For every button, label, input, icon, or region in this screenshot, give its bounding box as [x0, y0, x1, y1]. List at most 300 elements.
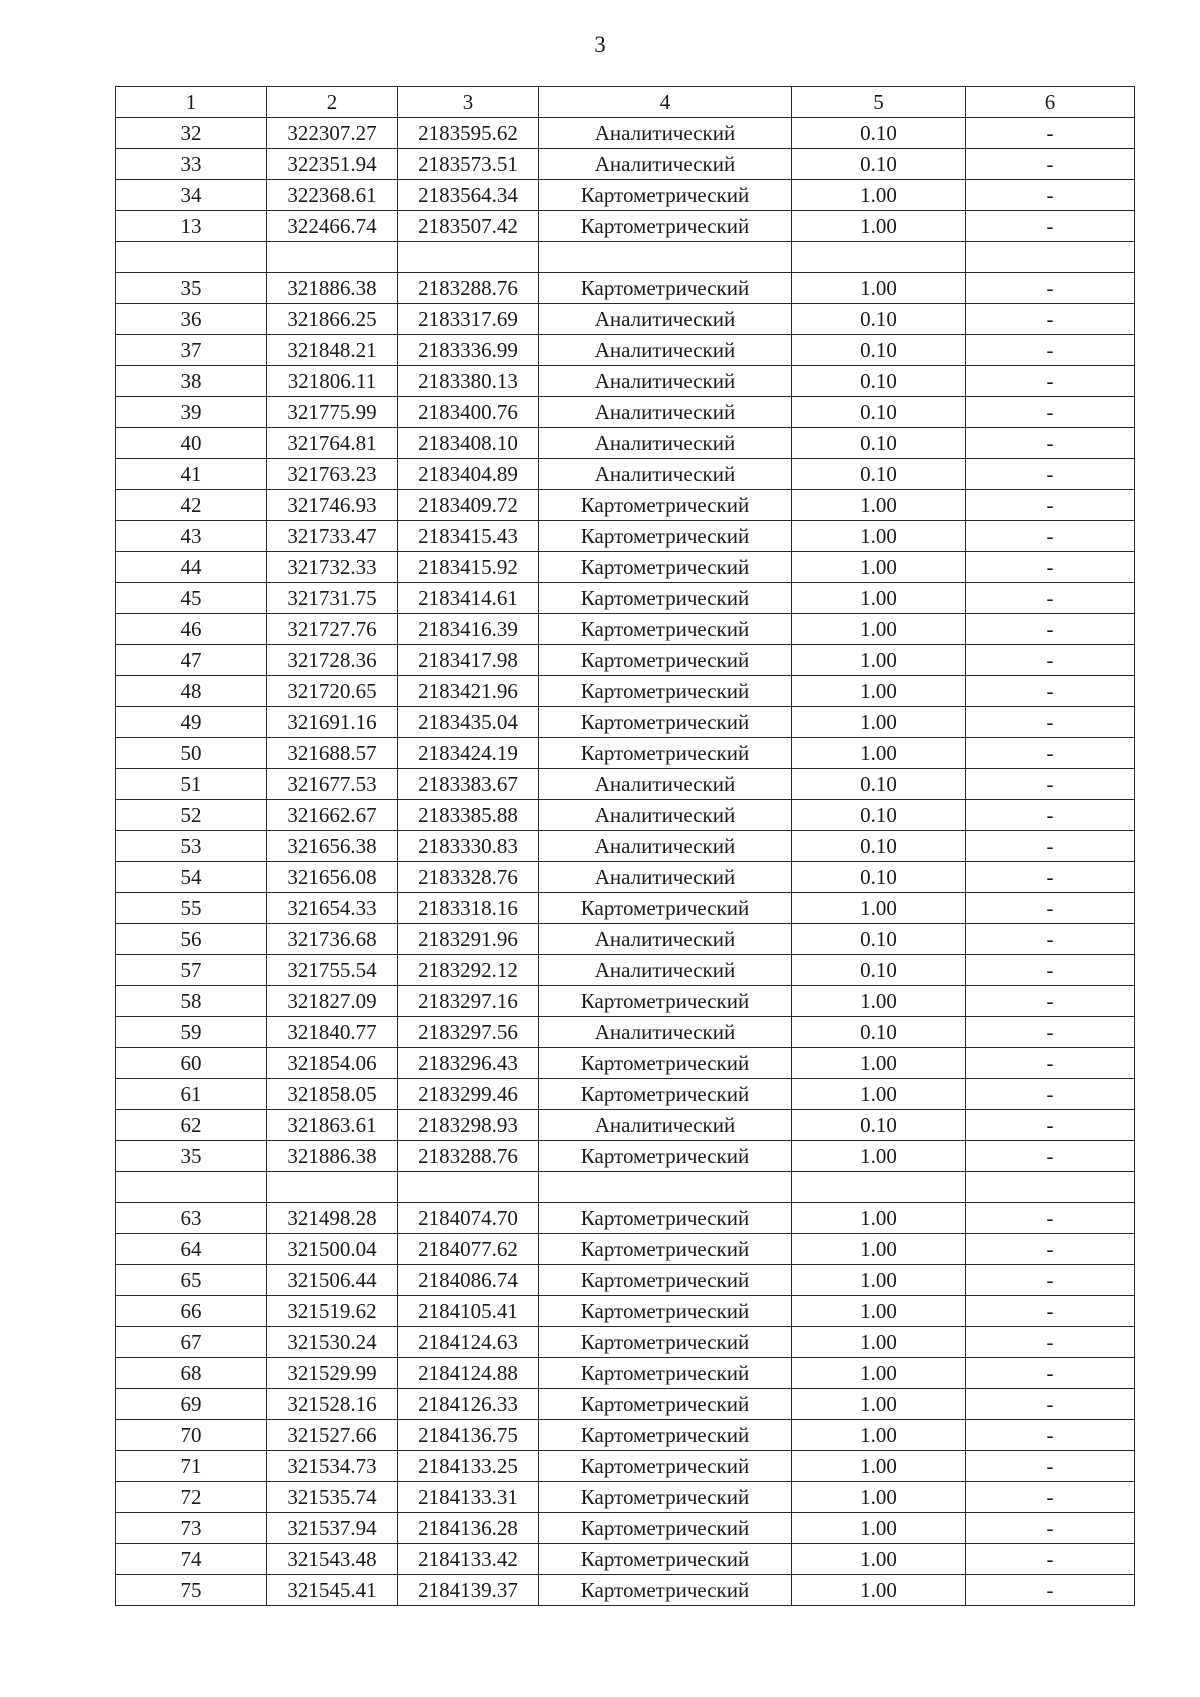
- table-cell-col-4: Аналитический: [539, 459, 792, 490]
- table-cell-col-6: -: [966, 986, 1135, 1017]
- table-cell-col-1: 73: [116, 1513, 267, 1544]
- table-cell-col-4: [539, 1172, 792, 1203]
- table-cell-col-1: 39: [116, 397, 267, 428]
- table-cell-col-5: 1.00: [792, 211, 966, 242]
- table-row: [116, 149, 1135, 180]
- table-cell-col-2: 321537.94: [267, 1513, 398, 1544]
- table-cell-col-1: 13: [116, 211, 267, 242]
- table-cell-col-5: 1.00: [792, 738, 966, 769]
- table-row: [116, 1575, 1135, 1606]
- table-cell-col-5: 1.00: [792, 490, 966, 521]
- table-cell-col-3: 2183297.16: [398, 986, 539, 1017]
- table-row: [116, 490, 1135, 521]
- table-cell-col-3: 2183421.96: [398, 676, 539, 707]
- table-row: [116, 366, 1135, 397]
- table-cell-col-4: Картометрический: [539, 1482, 792, 1513]
- table-cell-col-4: Картометрический: [539, 1513, 792, 1544]
- table-cell-col-3: 2183573.51: [398, 149, 539, 180]
- table-cell-col-5: 0.10: [792, 1017, 966, 1048]
- table-row: [116, 614, 1135, 645]
- table-cell-col-3: [398, 1172, 539, 1203]
- table-row: [116, 552, 1135, 583]
- table-cell-col-1: 65: [116, 1265, 267, 1296]
- table-cell-col-1: 61: [116, 1079, 267, 1110]
- table-cell-col-2: 321848.21: [267, 335, 398, 366]
- table-cell-col-3: 2184133.25: [398, 1451, 539, 1482]
- table-cell-col-6: -: [966, 273, 1135, 304]
- table-cell-col-5: 1.00: [792, 1079, 966, 1110]
- table-cell-col-2: 321545.41: [267, 1575, 398, 1606]
- table-cell-col-4: Картометрический: [539, 1048, 792, 1079]
- table-cell-col-6: -: [966, 1544, 1135, 1575]
- table-cell-col-2: 321886.38: [267, 1141, 398, 1172]
- table-cell-col-1: [116, 242, 267, 273]
- table-cell-col-2: 321755.54: [267, 955, 398, 986]
- table-cell-col-6: -: [966, 1048, 1135, 1079]
- table-cell-col-3: 2184077.62: [398, 1234, 539, 1265]
- table-cell-col-5: 1.00: [792, 1575, 966, 1606]
- table-cell-col-3: 2183288.76: [398, 1141, 539, 1172]
- table-cell-col-3: 2183507.42: [398, 211, 539, 242]
- table-cell-col-3: 2183595.62: [398, 118, 539, 149]
- table-row: [116, 1420, 1135, 1451]
- table-cell-col-1: 49: [116, 707, 267, 738]
- table-cell-col-1: 46: [116, 614, 267, 645]
- table-cell-col-6: -: [966, 1203, 1135, 1234]
- table-cell-col-5: 0.10: [792, 397, 966, 428]
- table-cell-col-6: -: [966, 118, 1135, 149]
- table-cell-col-2: 321662.67: [267, 800, 398, 831]
- table-cell-col-2: 321535.74: [267, 1482, 398, 1513]
- table-cell-col-4: Картометрический: [539, 583, 792, 614]
- table-cell-col-4: Картометрический: [539, 1451, 792, 1482]
- table-cell-col-3: 2184124.88: [398, 1358, 539, 1389]
- table-cell-col-5: 0.10: [792, 149, 966, 180]
- table-cell-col-6: -: [966, 1420, 1135, 1451]
- table-cell-col-6: -: [966, 1358, 1135, 1389]
- table-cell-col-1: 62: [116, 1110, 267, 1141]
- table-cell-col-1: 53: [116, 831, 267, 862]
- table-cell-col-6: -: [966, 1389, 1135, 1420]
- table-cell-col-6: -: [966, 862, 1135, 893]
- table-cell-col-4: Картометрический: [539, 211, 792, 242]
- table-cell-col-5: 1.00: [792, 583, 966, 614]
- table-cell-col-1: 63: [116, 1203, 267, 1234]
- table-cell-col-4: Картометрический: [539, 614, 792, 645]
- table-cell-col-3: 2183330.83: [398, 831, 539, 862]
- table-row: [116, 1513, 1135, 1544]
- table-cell-col-4: Картометрический: [539, 1327, 792, 1358]
- table-cell-col-6: -: [966, 335, 1135, 366]
- table-row: [116, 707, 1135, 738]
- table-cell-col-2: 322466.74: [267, 211, 398, 242]
- table-cell-col-6: -: [966, 1327, 1135, 1358]
- table-cell-col-4: Картометрический: [539, 707, 792, 738]
- table-cell-col-1: 59: [116, 1017, 267, 1048]
- table-cell-col-6: -: [966, 645, 1135, 676]
- table-cell-col-6: -: [966, 800, 1135, 831]
- table-cell-col-2: 321529.99: [267, 1358, 398, 1389]
- table-cell-col-1: 66: [116, 1296, 267, 1327]
- table-cell-col-3: 2184139.37: [398, 1575, 539, 1606]
- table-cell-col-3: 2183404.89: [398, 459, 539, 490]
- table-cell-col-5: 0.10: [792, 769, 966, 800]
- table-body: [116, 118, 1135, 1606]
- table-row: [116, 1482, 1135, 1513]
- table-cell-col-6: -: [966, 149, 1135, 180]
- column-header-5: 5: [792, 87, 966, 118]
- table-cell-col-1: 57: [116, 955, 267, 986]
- table-row: [116, 676, 1135, 707]
- table-cell-col-5: 0.10: [792, 304, 966, 335]
- table-cell-col-5: 1.00: [792, 521, 966, 552]
- table-cell-col-2: 321498.28: [267, 1203, 398, 1234]
- table-cell-col-2: 321764.81: [267, 428, 398, 459]
- table-cell-col-5: 0.10: [792, 800, 966, 831]
- table-cell-col-4: Аналитический: [539, 862, 792, 893]
- table-cell-col-5: 1.00: [792, 1420, 966, 1451]
- table-cell-col-3: 2183336.99: [398, 335, 539, 366]
- table-cell-col-2: 321720.65: [267, 676, 398, 707]
- table-row: [116, 304, 1135, 335]
- table-cell-col-3: 2183385.88: [398, 800, 539, 831]
- table-row: [116, 1451, 1135, 1482]
- table-cell-col-2: 321827.09: [267, 986, 398, 1017]
- table-cell-col-3: 2183298.93: [398, 1110, 539, 1141]
- table-cell-col-1: 68: [116, 1358, 267, 1389]
- table-cell-col-1: 70: [116, 1420, 267, 1451]
- table-cell-col-3: 2184126.33: [398, 1389, 539, 1420]
- table-cell-col-3: 2183318.16: [398, 893, 539, 924]
- table-cell-col-2: 321886.38: [267, 273, 398, 304]
- table-cell-col-2: 321736.68: [267, 924, 398, 955]
- table-cell-col-4: Картометрический: [539, 1203, 792, 1234]
- table-cell-col-1: 33: [116, 149, 267, 180]
- table-cell-col-5: 1.00: [792, 1327, 966, 1358]
- table-row: [116, 645, 1135, 676]
- table-cell-col-5: 1.00: [792, 1296, 966, 1327]
- table-header: [116, 87, 1135, 118]
- table-cell-col-5: [792, 242, 966, 273]
- table-cell-col-2: 321733.47: [267, 521, 398, 552]
- table-row: [116, 1234, 1135, 1265]
- table-row: [116, 1110, 1135, 1141]
- table-row: [116, 335, 1135, 366]
- table-row: [116, 428, 1135, 459]
- table-cell-col-5: 1.00: [792, 552, 966, 583]
- table-cell-col-4: Аналитический: [539, 366, 792, 397]
- table-cell-col-3: 2183409.72: [398, 490, 539, 521]
- table-cell-col-1: 44: [116, 552, 267, 583]
- table-cell-col-2: 321727.76: [267, 614, 398, 645]
- table-row: [116, 118, 1135, 149]
- table-cell-col-1: 47: [116, 645, 267, 676]
- table-cell-col-3: 2183414.61: [398, 583, 539, 614]
- table-cell-col-4: Аналитический: [539, 800, 792, 831]
- table-cell-col-4: Картометрический: [539, 1575, 792, 1606]
- table-cell-col-6: -: [966, 1482, 1135, 1513]
- table-cell-col-4: Картометрический: [539, 1265, 792, 1296]
- table-row: [116, 211, 1135, 242]
- table-cell-col-4: Картометрический: [539, 1358, 792, 1389]
- table-cell-col-4: [539, 242, 792, 273]
- table-cell-col-6: -: [966, 1079, 1135, 1110]
- table-cell-col-3: 2183564.34: [398, 180, 539, 211]
- table-cell-col-1: [116, 1172, 267, 1203]
- table-cell-col-4: Аналитический: [539, 955, 792, 986]
- table-cell-col-3: 2183380.13: [398, 366, 539, 397]
- table-cell-col-4: Картометрический: [539, 676, 792, 707]
- table-cell-col-5: 1.00: [792, 1451, 966, 1482]
- table-cell-col-1: 60: [116, 1048, 267, 1079]
- table-cell-col-3: 2184136.28: [398, 1513, 539, 1544]
- table-row: [116, 893, 1135, 924]
- table-cell-col-2: 321731.75: [267, 583, 398, 614]
- table-cell-col-1: 71: [116, 1451, 267, 1482]
- table-cell-col-4: Картометрический: [539, 521, 792, 552]
- table-cell-col-1: 35: [116, 273, 267, 304]
- table-cell-col-3: 2183296.43: [398, 1048, 539, 1079]
- table-cell-col-5: 1.00: [792, 986, 966, 1017]
- table-cell-col-4: Аналитический: [539, 831, 792, 862]
- table-cell-col-4: Аналитический: [539, 118, 792, 149]
- table-cell-col-6: -: [966, 1234, 1135, 1265]
- column-header-2: 2: [267, 87, 398, 118]
- table-cell-col-3: 2184133.42: [398, 1544, 539, 1575]
- table-cell-col-4: Аналитический: [539, 1017, 792, 1048]
- table-cell-col-2: 321691.16: [267, 707, 398, 738]
- table-cell-col-5: 1.00: [792, 1482, 966, 1513]
- table-cell-col-3: 2183291.96: [398, 924, 539, 955]
- table-cell-col-4: Картометрический: [539, 273, 792, 304]
- table-cell-col-1: 54: [116, 862, 267, 893]
- table-cell-col-3: 2184074.70: [398, 1203, 539, 1234]
- table-cell-col-2: 321656.38: [267, 831, 398, 862]
- table-cell-col-3: [398, 242, 539, 273]
- table-cell-col-1: 40: [116, 428, 267, 459]
- table-cell-col-6: [966, 1172, 1135, 1203]
- table-cell-col-3: 2183288.76: [398, 273, 539, 304]
- table-row: [116, 521, 1135, 552]
- table-cell-col-2: 321530.24: [267, 1327, 398, 1358]
- table-cell-col-2: [267, 242, 398, 273]
- table-cell-col-2: 321500.04: [267, 1234, 398, 1265]
- table-cell-col-6: -: [966, 428, 1135, 459]
- table-cell-col-6: -: [966, 893, 1135, 924]
- table-cell-col-4: Картометрический: [539, 1079, 792, 1110]
- table-cell-col-5: 1.00: [792, 1234, 966, 1265]
- table-row: [116, 583, 1135, 614]
- table-cell-col-3: 2183299.46: [398, 1079, 539, 1110]
- header-row: [116, 87, 1135, 118]
- table-cell-col-3: 2183400.76: [398, 397, 539, 428]
- table-cell-col-2: 321656.08: [267, 862, 398, 893]
- table-row: [116, 397, 1135, 428]
- table-row: [116, 738, 1135, 769]
- table-cell-col-4: Аналитический: [539, 149, 792, 180]
- table-cell-col-6: -: [966, 831, 1135, 862]
- table-cell-col-5: 1.00: [792, 1513, 966, 1544]
- table-cell-col-1: 55: [116, 893, 267, 924]
- table-cell-col-1: 35: [116, 1141, 267, 1172]
- table-cell-col-3: 2183408.10: [398, 428, 539, 459]
- table-cell-col-4: Картометрический: [539, 552, 792, 583]
- table-row: [116, 180, 1135, 211]
- table-cell-col-2: 321654.33: [267, 893, 398, 924]
- table-cell-col-2: 321728.36: [267, 645, 398, 676]
- table-cell-col-5: 0.10: [792, 924, 966, 955]
- table-cell-col-3: 2183292.12: [398, 955, 539, 986]
- table-cell-col-2: 321543.48: [267, 1544, 398, 1575]
- table-cell-col-5: 1.00: [792, 645, 966, 676]
- table-cell-col-1: 64: [116, 1234, 267, 1265]
- table-cell-col-6: -: [966, 924, 1135, 955]
- table-cell-col-2: 321527.66: [267, 1420, 398, 1451]
- table-cell-col-6: -: [966, 180, 1135, 211]
- table-row: [116, 1203, 1135, 1234]
- table-cell-col-4: Картометрический: [539, 986, 792, 1017]
- table-cell-col-1: 67: [116, 1327, 267, 1358]
- table-cell-col-5: 0.10: [792, 335, 966, 366]
- table-cell-col-4: Картометрический: [539, 738, 792, 769]
- coordinates-table: [115, 86, 1135, 1606]
- table-cell-col-2: 321677.53: [267, 769, 398, 800]
- table-cell-col-5: 1.00: [792, 273, 966, 304]
- table-row: [116, 1048, 1135, 1079]
- column-header-3: 3: [398, 87, 539, 118]
- table-cell-col-2: 321840.77: [267, 1017, 398, 1048]
- table-row: [116, 862, 1135, 893]
- table-cell-col-3: 2183317.69: [398, 304, 539, 335]
- column-header-6: 6: [966, 87, 1135, 118]
- table-cell-col-5: 0.10: [792, 862, 966, 893]
- table-cell-col-4: Картометрический: [539, 1389, 792, 1420]
- column-header-1: 1: [116, 87, 267, 118]
- table-cell-col-6: -: [966, 397, 1135, 428]
- table-cell-col-5: 1.00: [792, 707, 966, 738]
- table-cell-col-5: 0.10: [792, 118, 966, 149]
- table-cell-col-6: -: [966, 769, 1135, 800]
- table-cell-col-6: -: [966, 1110, 1135, 1141]
- table-cell-col-2: 321688.57: [267, 738, 398, 769]
- table-cell-col-6: -: [966, 1141, 1135, 1172]
- table-cell-col-4: Картометрический: [539, 893, 792, 924]
- table-cell-col-5: [792, 1172, 966, 1203]
- table-cell-col-2: 322368.61: [267, 180, 398, 211]
- table-cell-col-1: 50: [116, 738, 267, 769]
- table-row: [116, 1079, 1135, 1110]
- table-row: [116, 831, 1135, 862]
- table-row: [116, 800, 1135, 831]
- table-cell-col-2: 321732.33: [267, 552, 398, 583]
- table-cell-col-4: Картометрический: [539, 1420, 792, 1451]
- table-cell-col-4: Картометрический: [539, 490, 792, 521]
- separator-row: [116, 242, 1135, 273]
- table-cell-col-5: 1.00: [792, 676, 966, 707]
- table-cell-col-5: 1.00: [792, 893, 966, 924]
- table-cell-col-1: 32: [116, 118, 267, 149]
- table-cell-col-2: 321858.05: [267, 1079, 398, 1110]
- table-cell-col-2: 322307.27: [267, 118, 398, 149]
- table-cell-col-1: 34: [116, 180, 267, 211]
- page-number: 3: [594, 32, 606, 57]
- table-cell-col-2: 321519.62: [267, 1296, 398, 1327]
- table-cell-col-1: 75: [116, 1575, 267, 1606]
- table-cell-col-4: Картометрический: [539, 1141, 792, 1172]
- table-cell-col-3: 2183424.19: [398, 738, 539, 769]
- table-cell-col-4: Аналитический: [539, 304, 792, 335]
- table-row: [116, 1327, 1135, 1358]
- table-cell-col-3: 2183415.92: [398, 552, 539, 583]
- table-cell-col-2: 321806.11: [267, 366, 398, 397]
- table-cell-col-2: 321528.16: [267, 1389, 398, 1420]
- table-cell-col-1: 58: [116, 986, 267, 1017]
- table-row: [116, 1265, 1135, 1296]
- table-cell-col-2: 322351.94: [267, 149, 398, 180]
- table-cell-col-5: 1.00: [792, 1203, 966, 1234]
- table-row: [116, 1389, 1135, 1420]
- table-cell-col-6: -: [966, 1296, 1135, 1327]
- table-cell-col-5: 1.00: [792, 1544, 966, 1575]
- table-cell-col-6: -: [966, 490, 1135, 521]
- table-cell-col-2: 321854.06: [267, 1048, 398, 1079]
- table-row: [116, 986, 1135, 1017]
- table-cell-col-4: Картометрический: [539, 180, 792, 211]
- table-cell-col-5: 1.00: [792, 1358, 966, 1389]
- table-cell-col-4: Аналитический: [539, 397, 792, 428]
- table-cell-col-5: 0.10: [792, 831, 966, 862]
- table-cell-col-4: Аналитический: [539, 924, 792, 955]
- table-cell-col-1: 36: [116, 304, 267, 335]
- table-cell-col-2: 321863.61: [267, 1110, 398, 1141]
- table-row: [116, 1017, 1135, 1048]
- table-cell-col-6: -: [966, 583, 1135, 614]
- table-cell-col-6: -: [966, 707, 1135, 738]
- table-cell-col-4: Аналитический: [539, 428, 792, 459]
- table-cell-col-6: -: [966, 614, 1135, 645]
- table-cell-col-3: 2184105.41: [398, 1296, 539, 1327]
- table-cell-col-5: 1.00: [792, 1048, 966, 1079]
- table-cell-col-6: -: [966, 1451, 1135, 1482]
- table-cell-col-3: 2184086.74: [398, 1265, 539, 1296]
- table-cell-col-1: 42: [116, 490, 267, 521]
- table-cell-col-3: 2184124.63: [398, 1327, 539, 1358]
- table-row: [116, 1141, 1135, 1172]
- table-cell-col-4: Картометрический: [539, 645, 792, 676]
- table-cell-col-1: 43: [116, 521, 267, 552]
- table-row: [116, 459, 1135, 490]
- table-cell-col-2: 321746.93: [267, 490, 398, 521]
- table-cell-col-5: 0.10: [792, 955, 966, 986]
- table-cell-col-6: -: [966, 366, 1135, 397]
- table-cell-col-1: 52: [116, 800, 267, 831]
- column-header-4: 4: [539, 87, 792, 118]
- table-cell-col-4: Аналитический: [539, 769, 792, 800]
- table-row: [116, 273, 1135, 304]
- table-cell-col-1: 38: [116, 366, 267, 397]
- table-cell-col-6: -: [966, 738, 1135, 769]
- table-row: [116, 1544, 1135, 1575]
- table-cell-col-5: 1.00: [792, 1389, 966, 1420]
- table-cell-col-1: 51: [116, 769, 267, 800]
- table-cell-col-4: Картометрический: [539, 1296, 792, 1327]
- table-cell-col-5: 0.10: [792, 366, 966, 397]
- table-cell-col-2: 321763.23: [267, 459, 398, 490]
- table-cell-col-2: 321506.44: [267, 1265, 398, 1296]
- table-cell-col-1: 45: [116, 583, 267, 614]
- table-cell-col-4: Аналитический: [539, 335, 792, 366]
- table-cell-col-1: 37: [116, 335, 267, 366]
